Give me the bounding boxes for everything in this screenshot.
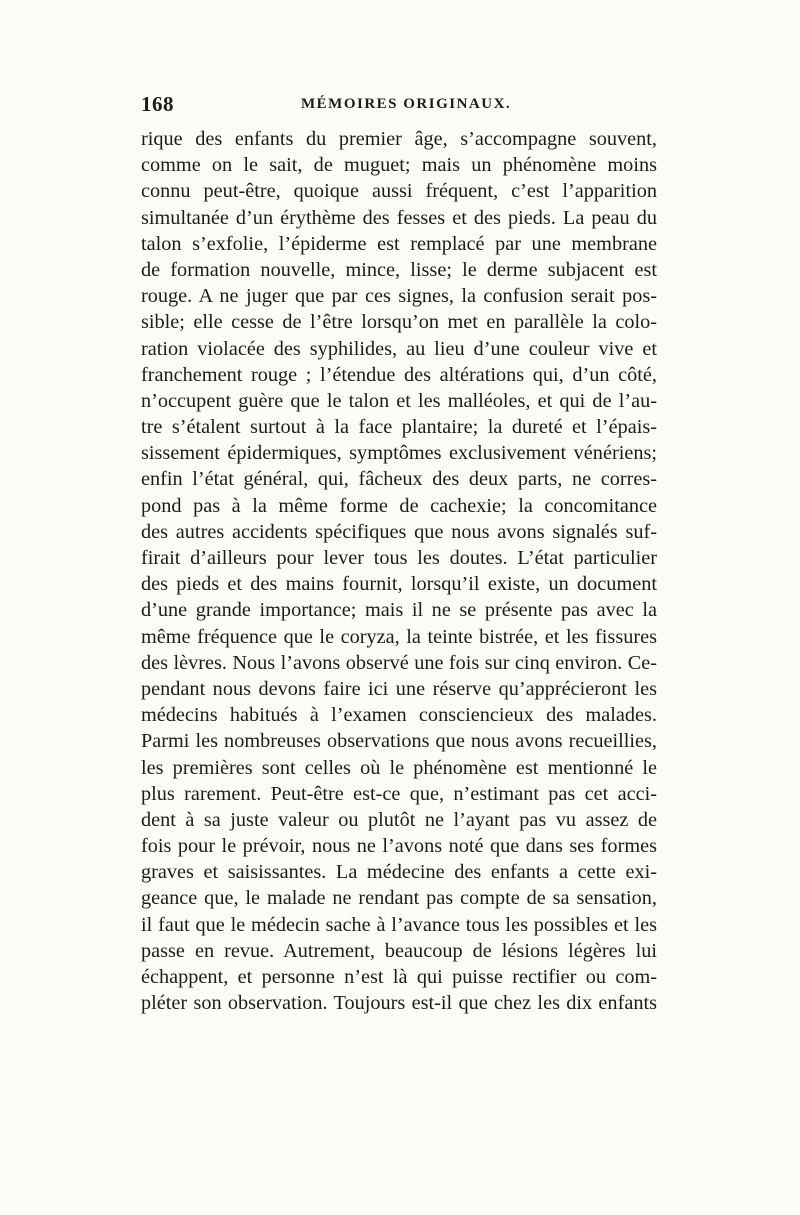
text-line: sissement épidermiques, symptômes exclusivement vénériens;	[141, 442, 657, 465]
text-line: plus rarement. Peut-être est-ce que, n’estimant pas cet acci-	[141, 782, 657, 805]
text-line: même fréquence que le coryza, la teinte bistrée, et les fissures	[141, 625, 657, 648]
text-line: geance que, le malade ne rendant pas compte de sa sensation,	[141, 887, 657, 910]
text-line: pendant nous devons faire ici une réserve qu’apprécieront les	[141, 677, 657, 700]
text-line: ration violacée des syphilides, au lieu d’une couleur vive et	[141, 337, 657, 360]
text-line: de formation nouvelle, mince, lisse; le derme subjacent est	[141, 258, 657, 281]
text-line: pléter son observation. Toujours est-il que chez les dix enfants	[141, 992, 657, 1015]
text-line: rique des enfants du premier âge, s’accompagne souvent,	[141, 128, 657, 150]
page-number: 168	[141, 92, 174, 116]
text-line: firait d’ailleurs pour lever tous les doutes. L’état particulier	[141, 547, 657, 569]
text-line: les premières sont celles où le phénomène est mentionné le	[141, 756, 657, 779]
text-line: d’une grande importance; mais il ne se présente pas avec la	[141, 599, 657, 622]
text-line: rouge. A ne juger que par ces signes, la confusion serait pos-	[141, 285, 657, 308]
text-line: pond pas à la même forme de cachexie; la concomitance	[141, 494, 657, 517]
text-line: enfin l’état général, qui, fâcheux des deux parts, ne corres-	[141, 468, 657, 491]
text-line: comme on le sait, de muguet; mais un phénomène moins	[141, 154, 657, 177]
text-line: échappent, et personne n’est là qui puisse rectifier ou com-	[141, 966, 657, 988]
running-head	[141, 92, 661, 122]
running-title: MÉMOIRES ORIGINAUX.	[301, 96, 512, 112]
text-line: fois pour le prévoir, nous ne l’avons noté que dans ses formes	[141, 835, 657, 858]
text-line: simultanée d’un érythème des fesses et des pieds. La peau du	[141, 206, 657, 229]
text-line: des pieds et des mains fournit, lorsqu’il existe, un document	[141, 573, 657, 596]
body-text	[141, 126, 657, 1016]
text-line: des lèvres. Nous l’avons observé une fois sur cinq environ. Ce-	[141, 651, 657, 674]
text-line: franchement rouge ; l’étendue des altérations qui, d’un côté,	[141, 363, 657, 386]
text-line: n’occupent guère que le talon et les malléoles, et qui de l’au-	[141, 389, 657, 412]
text-line: graves et saisissantes. La médecine des enfants a cette exi-	[141, 861, 657, 884]
text-line: il faut que le médecin sache à l’avance tous les possibles et les	[141, 913, 657, 936]
text-line: talon s’exfolie, l’épiderme est remplacé par une membrane	[141, 232, 657, 255]
text-line: médecins habitués à l’examen consciencieux des malades.	[141, 704, 657, 727]
text-line: connu peut-être, quoique aussi fréquent, c’est l’apparition	[141, 180, 657, 203]
text-line: sible; elle cesse de l’être lorsqu’on met en parallèle la colo-	[141, 311, 657, 334]
text-line: dent à sa juste valeur ou plutôt ne l’ayant pas vu assez de	[141, 808, 657, 831]
text-line: tre s’étalent surtout à la face plantaire; la dureté et l’épais-	[141, 416, 657, 439]
text-line: Parmi les nombreuses observations que nous avons recueillies,	[141, 730, 657, 753]
text-line: des autres accidents spécifiques que nous avons signalés suf-	[141, 520, 657, 543]
text-line: passe en revue. Autrement, beaucoup de lésions légères lui	[141, 939, 657, 962]
